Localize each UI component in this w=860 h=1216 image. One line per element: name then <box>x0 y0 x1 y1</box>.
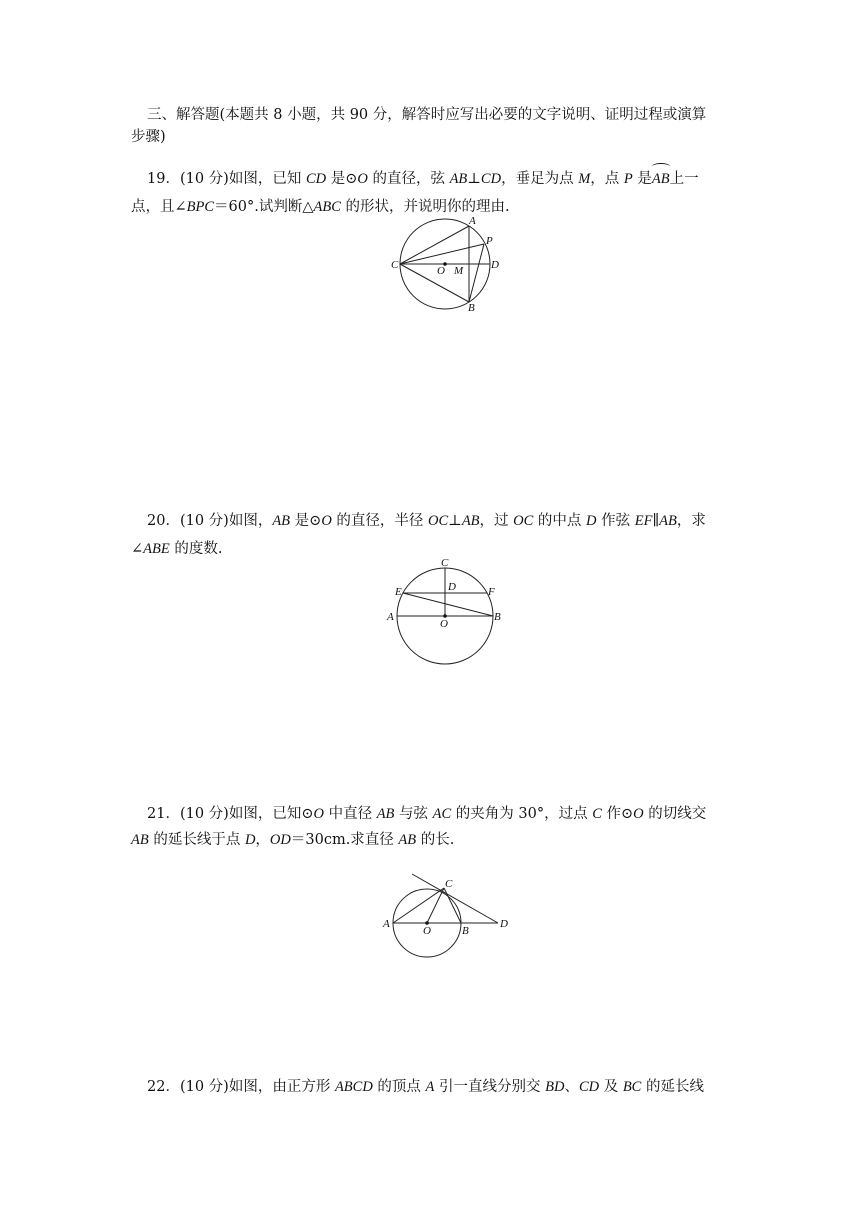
q21-line1: 21．(10 分)如图，已知⊙O 中直径 AB 与弦 AC 的夹角为 30°，过点 C 作⊙O 的切线交 <box>147 806 707 822</box>
q20-label-d: D <box>448 581 456 593</box>
q19-label-o: O <box>437 265 445 277</box>
q21-chord-ac <box>393 888 444 923</box>
q21-figure <box>378 872 518 964</box>
q19-label-d: D <box>491 259 499 271</box>
arc-ab-notation: AB <box>652 168 670 190</box>
q21-label-b: B <box>462 925 469 937</box>
q20-label-b: B <box>494 611 501 623</box>
q22-line1: 22．(10 分)如图，由正方形 ABCD 的顶点 A 引一直线分别交 BD、CD 及 BC 的延长线 <box>147 1079 704 1095</box>
q20-segment-eb <box>403 593 493 616</box>
section-heading-cont: 步骤) <box>131 129 166 145</box>
q19-label-a: A <box>469 215 476 227</box>
q21-label-d: D <box>500 918 508 930</box>
q20-label-c: C <box>441 557 449 569</box>
q19-segment-pb <box>469 244 484 302</box>
q19-segment-cp <box>400 244 484 264</box>
q19-label-b: B <box>468 302 475 313</box>
q20-line2: ∠ABE 的度数. <box>131 541 223 557</box>
q19-segment-ca <box>400 226 469 264</box>
q19-label-p: P <box>486 235 493 247</box>
q20-label-o: O <box>440 618 448 630</box>
section-heading: 三、解答题(本题共 8 小题，共 90 分，解答时应写出必要的文字说明、证明过程或演算 <box>147 107 707 123</box>
q20-line1: 20．(10 分)如图，AB 是⊙O 的直径，半径 OC⊥AB，过 OC 的中点 D 作弦 EF∥AB，求 <box>147 513 706 529</box>
q21-label-a: A <box>383 918 390 930</box>
q19-label-c: C <box>391 259 399 271</box>
q19-line1: 19．(10 分)如图，已知 CD 是⊙O 的直径，弦 AB⊥CD，垂足为点 M，点 P 是 AB上一 <box>147 168 747 190</box>
q20-label-e: E <box>395 586 402 598</box>
q20-label-a: A <box>387 611 394 623</box>
q20-figure <box>385 556 505 668</box>
q21-tangent-cd <box>412 874 498 923</box>
q21-line2: AB 的延长线于点 D，OD＝30cm.求直径 AB 的长. <box>131 832 455 848</box>
q19-label-m: M <box>454 265 464 277</box>
q20-label-f: F <box>488 586 495 598</box>
q19-figure <box>385 213 515 313</box>
q19-line2: 点，且∠BPC＝60°.试判断△ABC 的形状，并说明你的理由. <box>131 199 510 215</box>
q21-label-o: O <box>423 925 431 937</box>
q21-label-c: C <box>445 878 453 890</box>
